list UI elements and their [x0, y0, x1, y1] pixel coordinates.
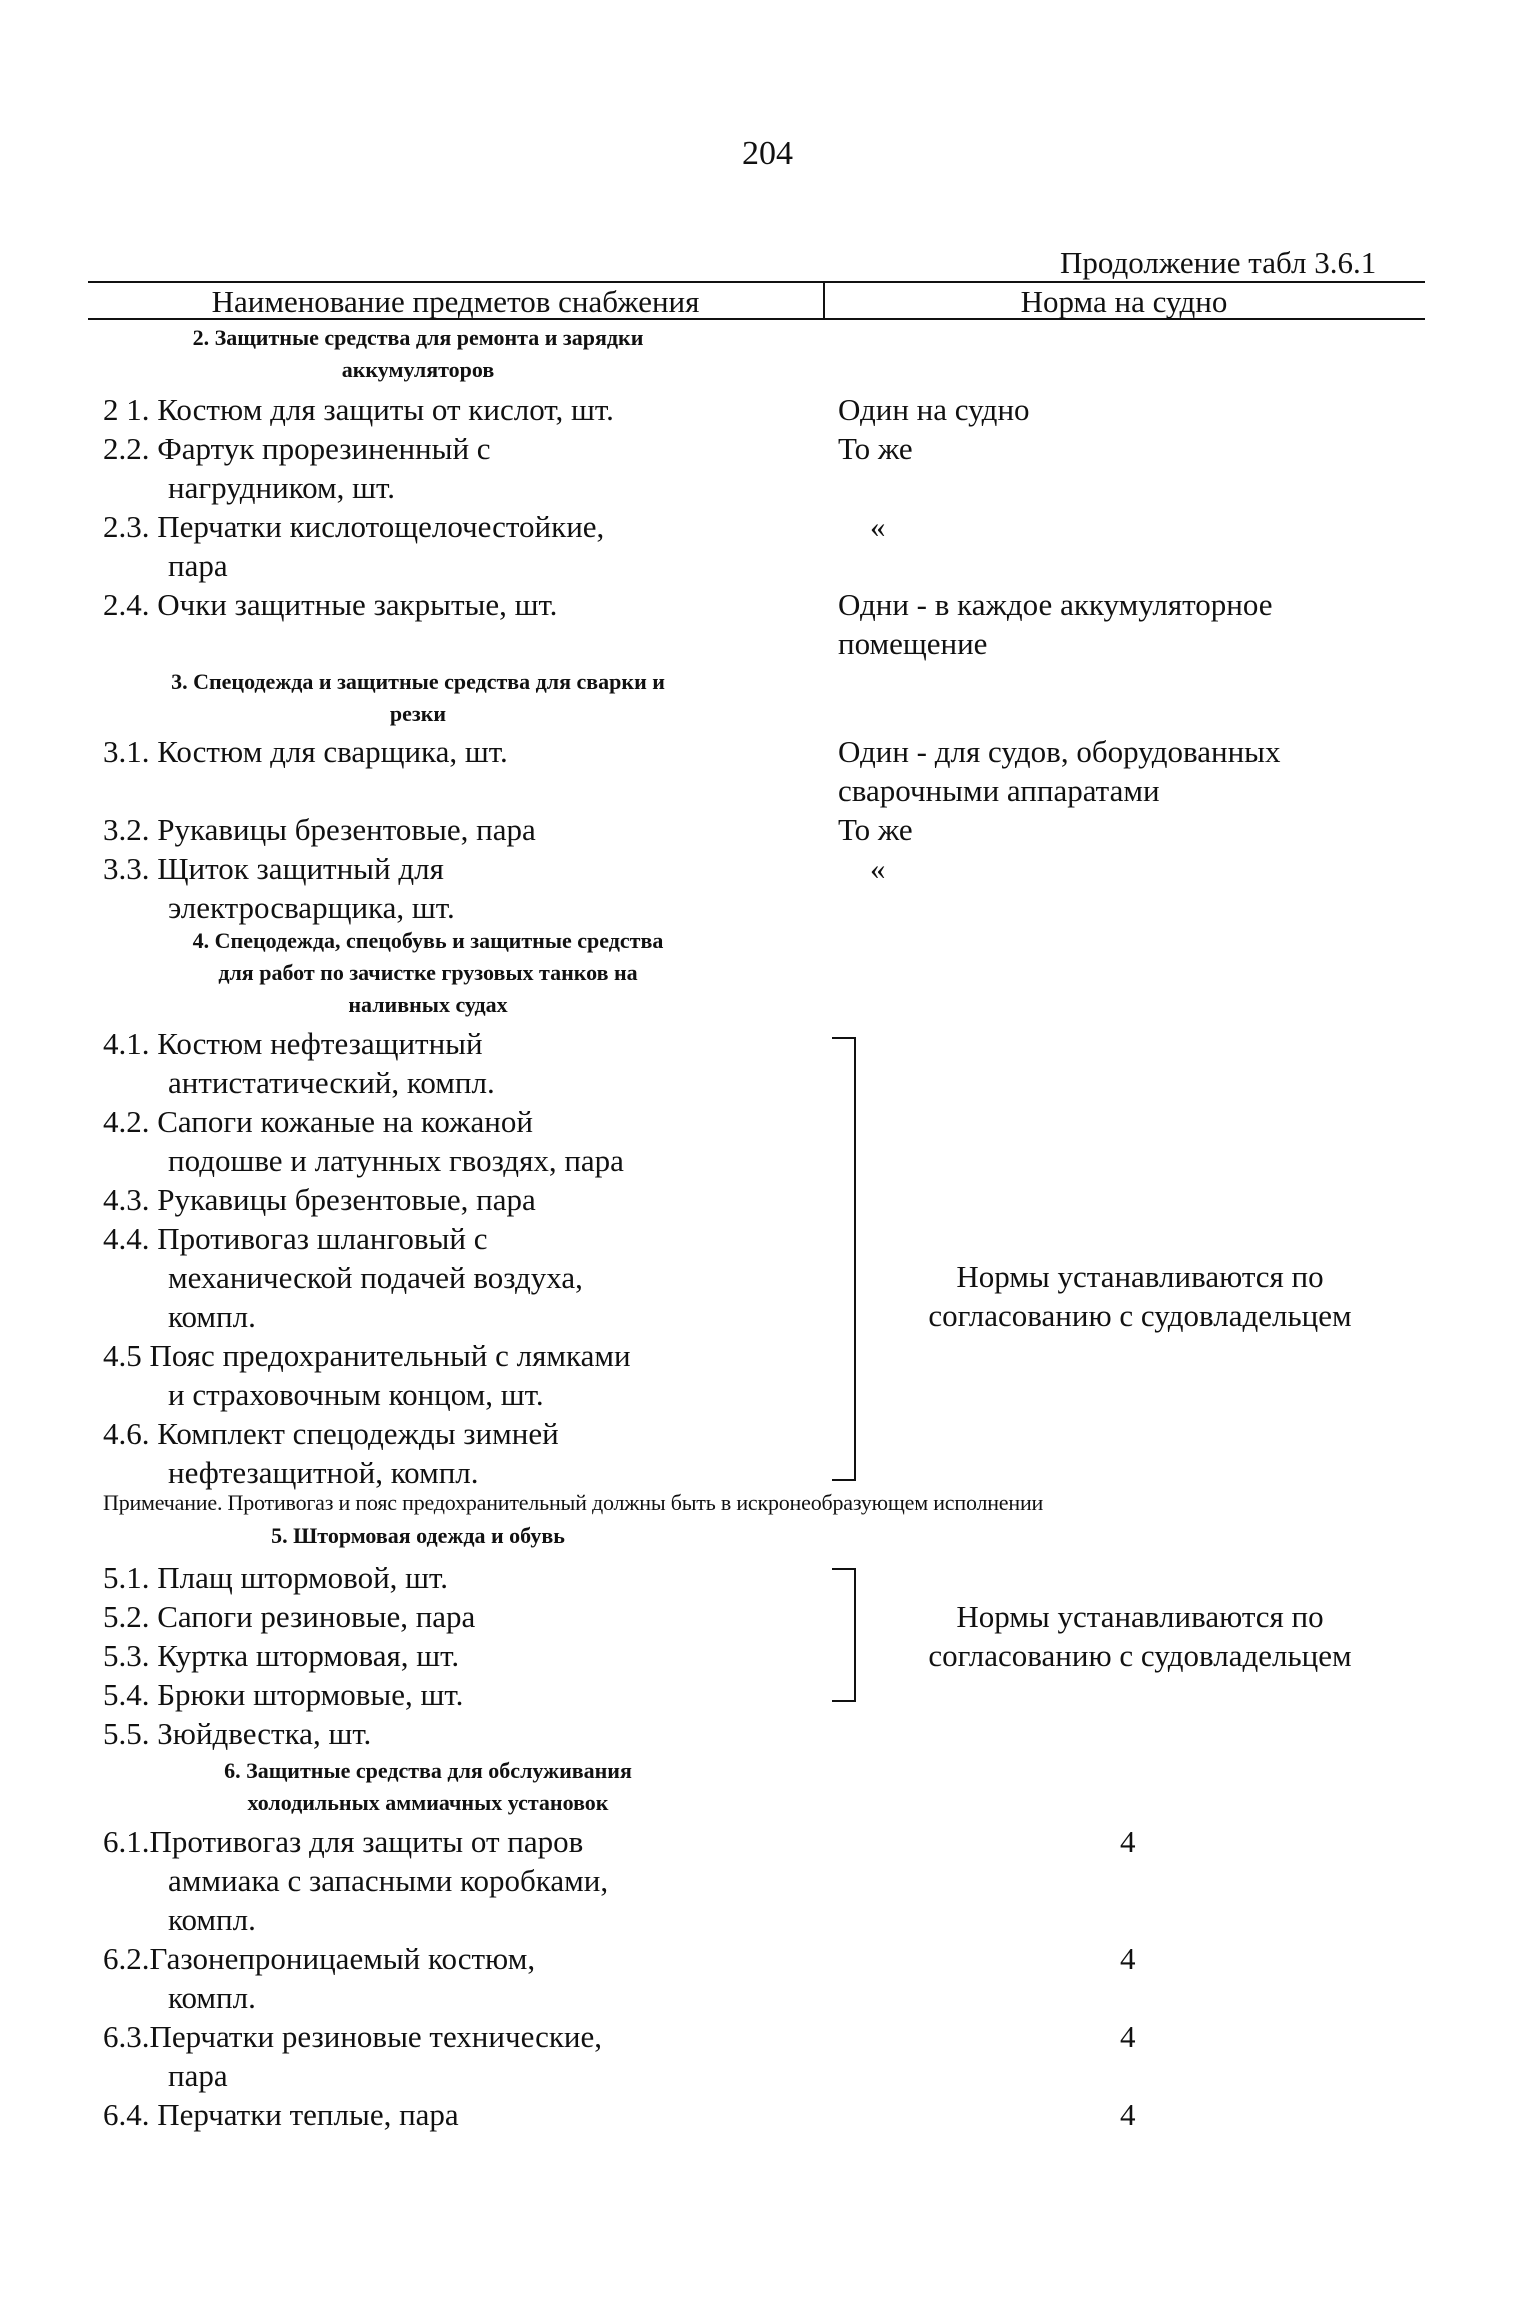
section-6-title-line2: холодильных аммиачных установок [247, 1790, 609, 1815]
item-5-4: 5.4. Брюки штормовые, шт. [103, 1677, 464, 1712]
item-5-2: 5.2. Сапоги резиновые, пара [103, 1599, 476, 1634]
item-4-4-line1: 4.4. Противогаз шланговый с [103, 1221, 488, 1256]
item-3-1: 3.1. Костюм для сварщика, шт. [103, 734, 508, 769]
header-col-name: Наименование предметов снабжения [211, 284, 700, 319]
item-2-4: 2.4. Очки защитные закрытые, шт. [103, 587, 558, 622]
item-3-3-line1: 3.3. Щиток защитный для [103, 851, 444, 886]
page-number: 204 [742, 135, 793, 172]
section-2-title-line1: 2. Защитные средства для ремонта и зарядки [192, 325, 644, 350]
item-4-5-line2: и страховочным концом, шт. [168, 1377, 544, 1412]
section-4-title-line1: 4. Спецодежда, спецобувь и защитные средства [192, 928, 664, 953]
item-4-3: 4.3. Рукавицы брезентовые, пара [103, 1182, 536, 1217]
item-5-3: 5.3. Куртка штормовая, шт. [103, 1638, 460, 1673]
section-5-bracket [832, 1568, 856, 1702]
norm-6-2: 4 [1120, 1941, 1136, 1976]
item-4-4-line2: механической подачей воздуха, [168, 1260, 583, 1295]
item-2-1: 2 1. Костюм для защиты от кислот, шт. [103, 392, 614, 427]
item-4-1-line2: антистатический, компл. [168, 1065, 495, 1100]
item-6-2-line2: компл. [168, 1980, 256, 2015]
item-3-2: 3.2. Рукавицы брезентовые, пара [103, 812, 536, 847]
header-col-norm: Норма на судно [1020, 284, 1228, 319]
item-5-1: 5.1. Плащ штормовой, шт. [103, 1560, 448, 1595]
section-4-title-line3: наливных судах [348, 992, 508, 1017]
item-4-2-line2: подошве и латунных гвоздях, пара [168, 1143, 624, 1178]
section-4-bracket [832, 1037, 856, 1481]
norm-2-1: Один на судно [838, 392, 1030, 427]
item-4-6-line2: нефтезащитной, компл. [168, 1455, 479, 1490]
item-6-2-line1: 6.2.Газонепроницаемый костюм, [103, 1941, 536, 1976]
item-6-1-line1: 6.1.Противогаз для защиты от паров [103, 1824, 584, 1859]
norm-2-3-ditto: « [870, 509, 886, 544]
norm-2-4-line1: Одни - в каждое аккумуляторное [838, 587, 1273, 622]
norm-6-3: 4 [1120, 2019, 1136, 2054]
section-3-title-line1: 3. Спецодежда и защитные средства для сварки и [171, 669, 665, 694]
section-5-title: 5. Штормовая одежда и обувь [271, 1523, 565, 1548]
item-4-6-line1: 4.6. Комплект спецодежды зимней [103, 1416, 559, 1451]
item-4-5-line1: 4.5 Пояс предохранительный с лямками [103, 1338, 631, 1373]
norm-3-1-line1: Один - для судов, оборудованных [838, 734, 1281, 769]
norm-2-4-line2: помещение [838, 626, 988, 661]
norm-2-2: То же [838, 431, 913, 466]
item-2-2-line2: нагрудником, шт. [168, 470, 396, 505]
section-4-norm-line1: Нормы устанавливаются по [956, 1259, 1324, 1294]
item-2-3-line1: 2.3. Перчатки кислотощелочестойкие, [103, 509, 605, 544]
item-6-3-line1: 6.3.Перчатки резиновые технические, [103, 2019, 603, 2054]
norm-6-4: 4 [1120, 2097, 1136, 2132]
section-5-norm-line1: Нормы устанавливаются по [956, 1599, 1324, 1634]
table-continuation-caption: Продолжение табл 3.6.1 [1060, 245, 1377, 280]
item-6-1-line2: аммиака с запасными коробками, [168, 1863, 609, 1898]
item-4-1-line1: 4.1. Костюм нефтезащитный [103, 1026, 483, 1061]
item-3-3-line2: электросварщика, шт. [168, 890, 455, 925]
item-6-4: 6.4. Перчатки теплые, пара [103, 2097, 459, 2132]
item-6-3-line2: пара [168, 2058, 228, 2093]
section-4-title-line2: для работ по зачистке грузовых танков на [218, 960, 638, 985]
section-4-norm-line2: согласованию с судовладельцем [928, 1298, 1352, 1333]
norm-3-3-ditto: « [870, 851, 886, 886]
section-2-title-line2: аккумуляторов [341, 357, 495, 382]
norm-3-1-line2: сварочными аппаратами [838, 773, 1160, 808]
item-4-4-line3: компл. [168, 1299, 256, 1334]
section-3-title-line2: резки [389, 701, 447, 726]
item-2-2-line1: 2.2. Фартук прорезиненный с [103, 431, 491, 466]
item-6-1-line3: компл. [168, 1902, 256, 1937]
norm-3-2: То же [838, 812, 913, 847]
note-text: Примечание. Противогаз и пояс предохранительный должны быть в искронеобразующем исполнении [103, 1490, 1044, 1515]
item-4-2-line1: 4.2. Сапоги кожаные на кожаной [103, 1104, 533, 1139]
item-2-3-line2: пара [168, 548, 228, 583]
table-top-rule [88, 281, 1425, 283]
item-5-5: 5.5. Зюйдвестка, шт. [103, 1716, 372, 1751]
section-6-title-line1: 6. Защитные средства для обслуживания [224, 1758, 632, 1783]
section-5-norm-line2: согласованию с судовладельцем [928, 1638, 1352, 1673]
norm-6-1: 4 [1120, 1824, 1136, 1859]
